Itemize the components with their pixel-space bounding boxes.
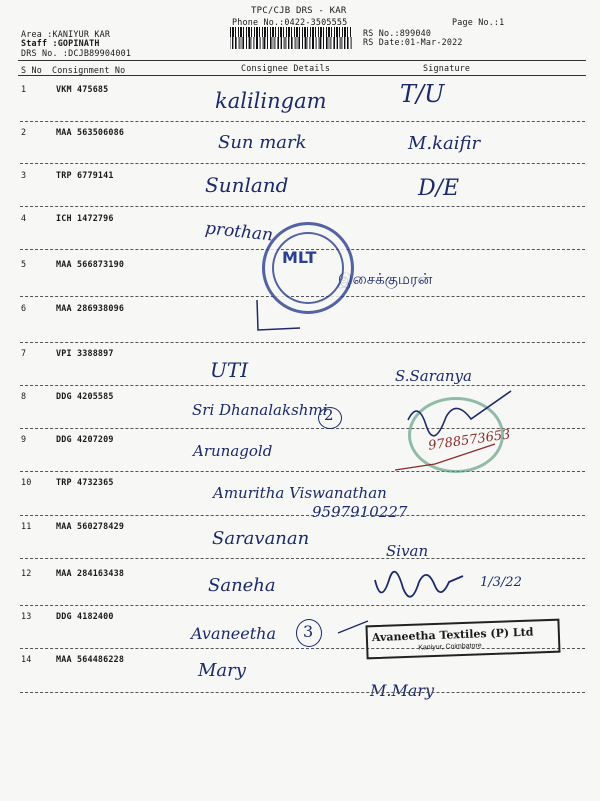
company-stamp-subtitle: Kaniyur, Coimbatore bbox=[418, 642, 482, 652]
row-signature: 9788573653 bbox=[427, 427, 512, 454]
row-sno: 9 bbox=[21, 434, 27, 444]
row-sno: 10 bbox=[21, 477, 32, 487]
row-consignee-handwritten: UTI bbox=[210, 358, 249, 382]
col-header-signature: Signature bbox=[423, 63, 471, 73]
row-consignee-handwritten: Sunland bbox=[205, 173, 289, 197]
signature-scribble bbox=[338, 621, 368, 633]
row-sno: 5 bbox=[21, 259, 27, 269]
row-consignee-handwritten: Avaneetha bbox=[191, 624, 276, 643]
row-signature: M.Mary bbox=[370, 681, 435, 700]
signature-scribble bbox=[395, 444, 495, 470]
phone-number: Phone No.:0422-3505555 bbox=[232, 17, 348, 27]
row-signature: D/E bbox=[418, 176, 460, 201]
row-sno: 3 bbox=[21, 170, 27, 180]
row-consignment: TRP 4732365 bbox=[56, 477, 114, 487]
row-consignment: VKM 475685 bbox=[56, 84, 109, 94]
circle-mark-number: 3 bbox=[303, 622, 314, 641]
rs-number: RS No.:899040 bbox=[363, 28, 432, 38]
row-consignment: VPI 3388897 bbox=[56, 348, 114, 358]
row-consignee-handwritten: Arunagold bbox=[193, 442, 273, 460]
row-consignment: MAA 286938096 bbox=[56, 303, 125, 313]
row-sno: 6 bbox=[21, 303, 27, 313]
row-consignment: MAA 560278429 bbox=[56, 521, 125, 531]
row-sno: 2 bbox=[21, 127, 27, 137]
row-consignee-handwritten: kalilingam bbox=[215, 89, 327, 113]
col-header-sno: S No bbox=[21, 65, 42, 75]
row-sno: 13 bbox=[21, 611, 32, 621]
row-consignment: MAA 284163438 bbox=[56, 568, 125, 578]
row-sno: 4 bbox=[21, 213, 27, 223]
row-consignee-handwritten: prothan bbox=[204, 218, 274, 246]
col-header-consignment: Consignment No bbox=[52, 65, 126, 75]
row-sno: 12 bbox=[21, 568, 32, 578]
row-consignment: DDG 4205585 bbox=[56, 391, 114, 401]
row-signature: இசைக்குமரன் bbox=[338, 270, 433, 288]
page-number: Page No.:1 bbox=[452, 17, 505, 27]
row-consignment: DDG 4182400 bbox=[56, 611, 114, 621]
col-header-consignee: Consignee Details bbox=[241, 63, 331, 73]
row-consignee-handwritten: Saravanan bbox=[212, 528, 310, 549]
row-consignment: TRP 6779141 bbox=[56, 170, 114, 180]
row-consignee-handwritten: Saneha bbox=[208, 575, 276, 596]
round-stamp-text: MLT bbox=[282, 248, 317, 267]
signature-scribble bbox=[375, 572, 463, 597]
row-consignee-handwritten: Mary bbox=[198, 660, 246, 681]
row-consignment: ICH 1472796 bbox=[56, 213, 114, 223]
row-signature: S.Saranya bbox=[395, 367, 472, 385]
row-consignment: MAA 563506086 bbox=[56, 127, 125, 137]
row-consignment: MAA 564486228 bbox=[56, 654, 125, 664]
row-consignee-handwritten: Amuritha Viswanathan bbox=[213, 484, 387, 502]
row-signature: T/U bbox=[400, 80, 445, 108]
row-phone-handwritten: 9597910227 bbox=[312, 503, 408, 521]
row-sno: 14 bbox=[21, 654, 32, 664]
row-consignee-handwritten: Sun mark bbox=[218, 132, 307, 153]
area-label: Area :KANIYUR KAR bbox=[21, 29, 111, 39]
drs-number: DRS No. :DCJB89904001 bbox=[21, 48, 132, 58]
row-sno: 8 bbox=[21, 391, 27, 401]
company-stamp-title: Avaneetha Textiles (P) Ltd bbox=[371, 625, 534, 645]
signature-scribble bbox=[257, 300, 300, 330]
sheet-title: TPC/CJB DRS - KAR bbox=[251, 6, 347, 16]
row-signature: Sivan bbox=[386, 542, 429, 560]
circle-mark-number: 2 bbox=[324, 406, 334, 424]
rs-date: RS Date:01-Mar-2022 bbox=[363, 37, 463, 47]
row-signature: 1/3/22 bbox=[480, 575, 522, 590]
row-signature: M.kaifir bbox=[408, 133, 481, 154]
row-consignment: DDG 4207209 bbox=[56, 434, 114, 444]
row-consignment: MAA 566873190 bbox=[56, 259, 125, 269]
row-sno: 7 bbox=[21, 348, 27, 358]
row-sno: 11 bbox=[21, 521, 32, 531]
signature-scribble bbox=[408, 391, 511, 436]
staff-label: Staff :GOPINATH bbox=[21, 38, 100, 48]
row-sno: 1 bbox=[21, 84, 27, 94]
row-consignee-handwritten: Sri Dhanalakshmi bbox=[192, 401, 328, 419]
